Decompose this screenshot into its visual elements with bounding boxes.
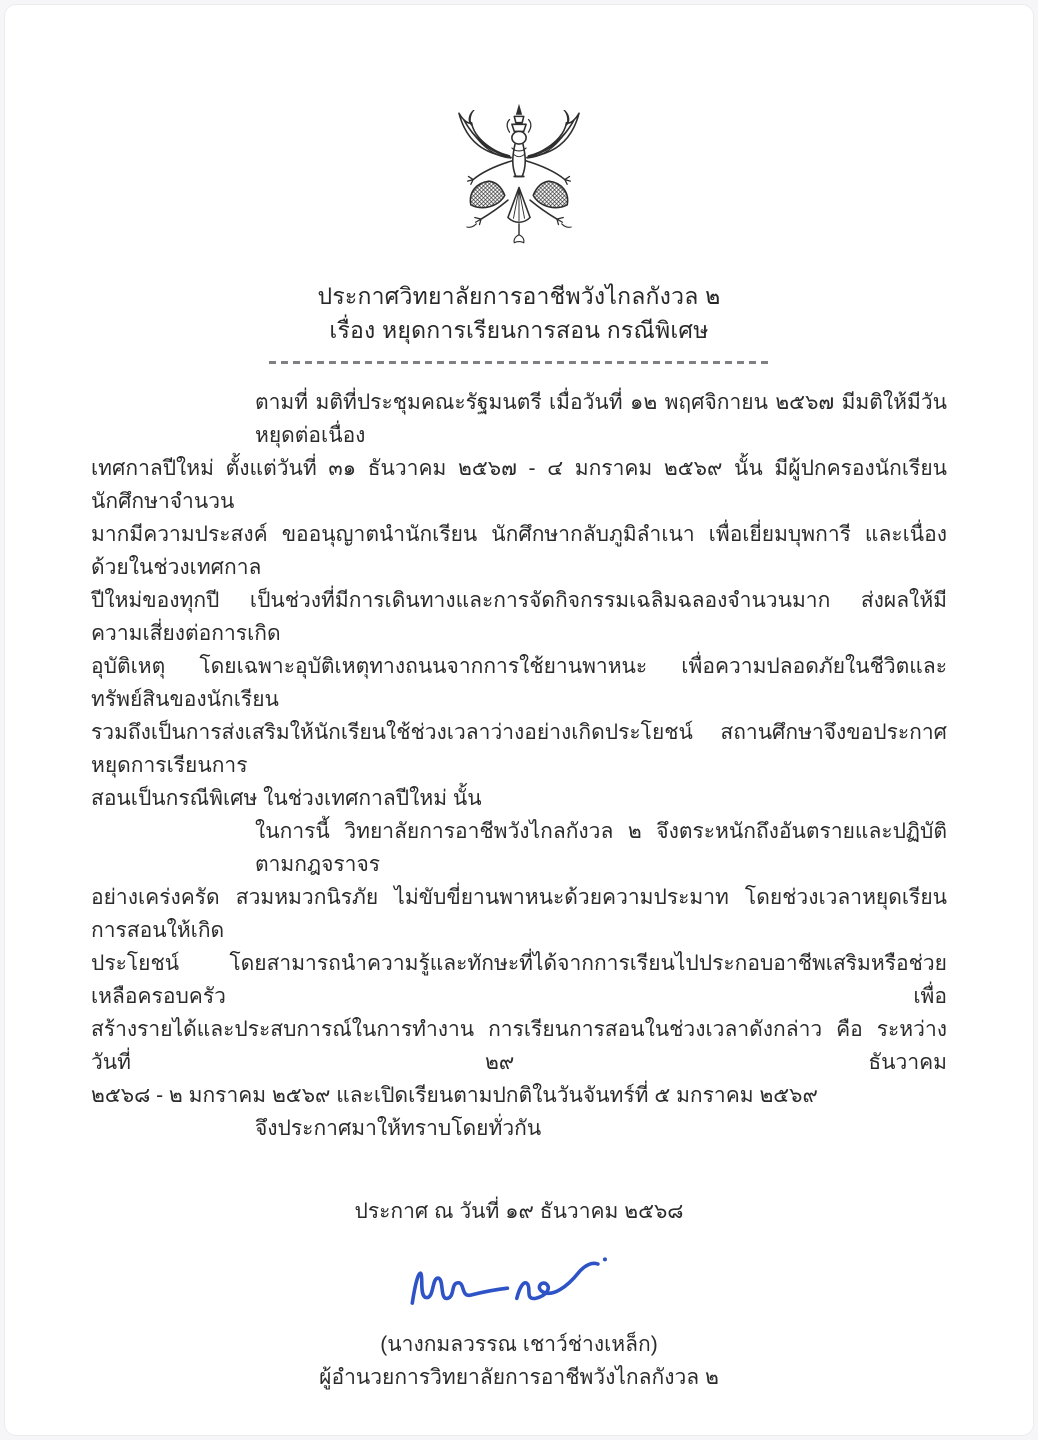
body-line: จึงประกาศมาให้ทราบโดยทั่วกัน	[255, 1117, 542, 1140]
signer-name: (นางกมลวรรณ เชาว์ช่างเหล็ก)	[380, 1333, 658, 1356]
body-line: อย่างเคร่งครัด สวมหมวกนิรภัย ไม่ขับขี่ยานพาหนะด้วยความประมาท โดยช่วงเวลาหยุดเรียนการสอนให้เกิด	[91, 886, 947, 942]
announcement-title: ประกาศวิทยาลัยการอาชีพวังไกลกังวล ๒	[317, 283, 721, 309]
handwritten-signature	[384, 1250, 634, 1328]
body-line: รวมถึงเป็นการส่งเสริมให้นักเรียนใช้ช่วงเวลาว่างอย่างเกิดประโยชน์ สถานศึกษาจึงขอประกาศ หยุดการเรียนการ	[91, 721, 947, 777]
body-line: สร้างรายได้และประสบการณ์ในการทำงาน การเรียนการสอนในช่วงเวลาดังกล่าว คือ ระหว่างวันที่ ๒๙ ธันวาคม	[91, 1018, 947, 1074]
body-line: มากมีความประสงค์ ขออนุญาตนำนักเรียน นักศึกษากลับภูมิลำเนา เพื่อเยี่ยมบุพการี และเนื่องด้วยในช่วงเทศกาล	[91, 523, 947, 579]
body-line: ๒๕๖๘ - ๒ มกราคม ๒๕๖๙ และเปิดเรียนตามปกติในวันจันทร์ที่ ๕ มกราคม ๒๕๖๙	[91, 1084, 818, 1107]
body-line: ในการนี้ วิทยาลัยการอาชีพวังไกลกังวล ๒ จึงตระหนักถึงอันตรายและปฏิบัติตามกฎจราจร	[255, 820, 947, 876]
signature-block	[384, 1250, 634, 1328]
body-line: สอนเป็นกรณีพิเศษ ในช่วงเทศกาลปีใหม่ นั้น	[91, 787, 482, 810]
garuda-emblem-icon	[440, 97, 598, 259]
dashed-separator	[269, 361, 769, 364]
announce-date-line: ประกาศ ณ วันที่ ๑๙ ธันวาคม ๒๕๖๘	[354, 1200, 684, 1223]
announcement-subject: เรื่อง หยุดการเรียนการสอน กรณีพิเศษ	[329, 317, 709, 343]
body-line: ตามที่ มติที่ประชุมคณะรัฐมนตรี เมื่อวันที่ ๑๒ พฤศจิกายน ๒๕๖๗ มีมติให้มีวันหยุดต่อเนื่อง	[255, 391, 947, 447]
body-paragraphs	[91, 386, 947, 1145]
document-page	[4, 4, 1034, 1436]
body-line: ประโยชน์ โดยสามารถนำความรู้และทักษะที่ได้จากการเรียนไปประกอบอาชีพเสริมหรือช่วยเหลือครอบครัว เพื่อ	[91, 952, 947, 1008]
signer-title: ผู้อำนวยการวิทยาลัยการอาชีพวังไกลกังวล ๒	[319, 1366, 719, 1389]
body-line: อุบัติเหตุ โดยเฉพาะอุบัติเหตุทางถนนจากการใช้ยานพาหนะ เพื่อความปลอดภัยในชีวิตและทรัพย์สินของนักเรียน	[91, 655, 947, 711]
body-line: เทศกาลปีใหม่ ตั้งแต่วันที่ ๓๑ ธันวาคม ๒๕๖๗ - ๔ มกราคม ๒๕๖๙ นั้น มีผู้ปกครองนักเรียน นักศึกษาจำนวน	[91, 457, 947, 513]
body-line: ปีใหม่ของทุกปี เป็นช่วงที่มีการเดินทางและการจัดกิจกรรมเฉลิมฉลองจำนวนมาก ส่งผลให้มีความเสี่ยงต่อการเกิด	[91, 589, 947, 645]
